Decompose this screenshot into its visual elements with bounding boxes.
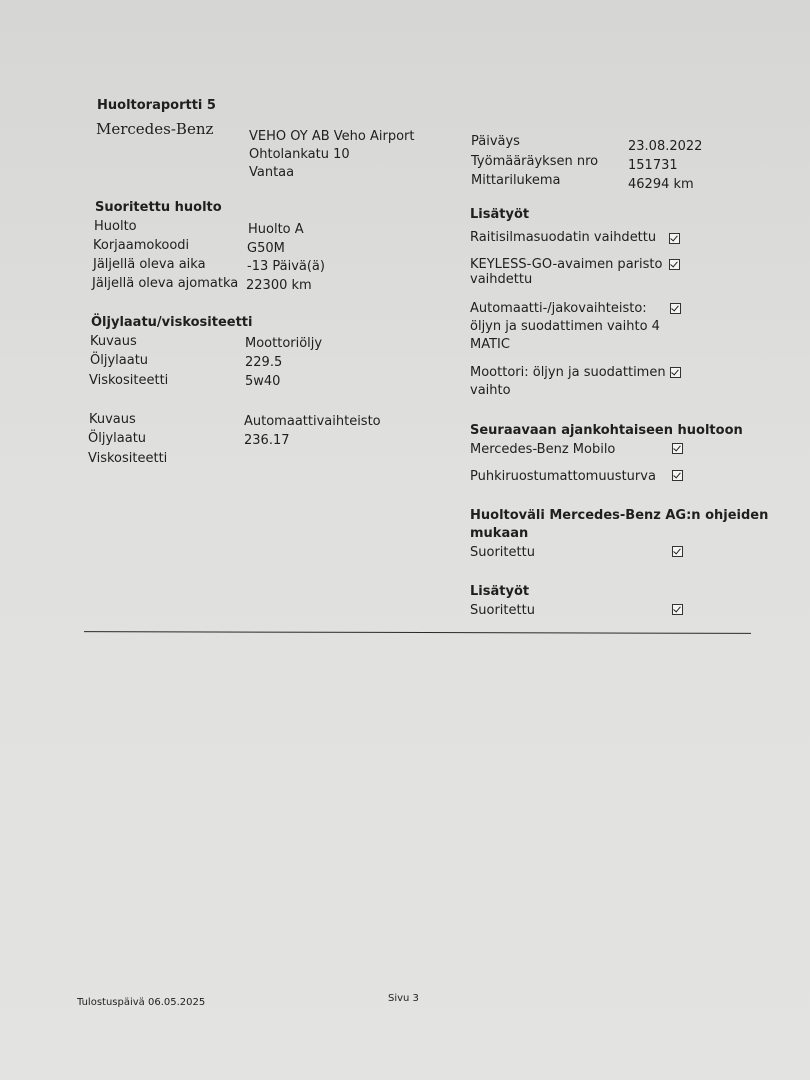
meta-workorder-value: 151731 [628, 158, 678, 173]
extras-item-text: Automaatti-/jakovaihteisto: [470, 301, 647, 316]
service-heading: Suoritettu huolto [95, 200, 222, 215]
meta-odometer-label: Mittarilukema [471, 173, 561, 188]
footer-page-number: Sivu 3 [388, 993, 419, 1004]
oil-label: Öljylaatu [90, 353, 149, 368]
brand-logo-text: Mercedes-Benz [96, 120, 214, 138]
section-divider [84, 631, 751, 634]
service-row-value: G50M [247, 241, 285, 256]
extras-item-text: Raitisilmasuodatin vaihdettu [470, 230, 657, 245]
extras2-item-text: Suoritettu [470, 603, 535, 618]
service-row-value: -13 Päivä(ä) [247, 259, 325, 274]
extras-item-text: vaihdettu [470, 272, 533, 287]
oil-value: 229.5 [245, 355, 283, 370]
extras-item-text: KEYLESS-GO-avaimen paristo [470, 257, 663, 272]
checkbox-checked-icon [670, 367, 681, 378]
service-row-label: Jäljellä oleva ajomatka [92, 276, 239, 291]
service-row-label: Jäljellä oleva aika [93, 257, 206, 272]
meta-odometer-value: 46294 km [628, 177, 694, 192]
oil-value: Moottoriöljy [245, 336, 323, 351]
meta-date-value: 23.08.2022 [628, 139, 703, 154]
checkbox-checked-icon [669, 259, 680, 270]
interval-heading-cont: mukaan [470, 526, 529, 541]
checkbox-checked-icon [672, 546, 683, 557]
next-item-text: Puhkiruostumattomuusturva [470, 469, 656, 484]
service-row-value: 22300 km [246, 278, 312, 293]
extras-item-text: öljyn ja suodattimen vaihto 4 [470, 319, 660, 334]
service-row-label: Huolto [94, 219, 137, 234]
oil-value: Automaattivaihteisto [244, 414, 381, 429]
checkbox-checked-icon [672, 470, 683, 481]
service-row-value: Huolto A [248, 222, 304, 237]
oil-value: 236.17 [244, 433, 290, 448]
next-item-text: Mercedes-Benz Mobilo [470, 442, 616, 457]
meta-workorder-label: Työmääräyksen nro [471, 154, 599, 169]
oil-label: Kuvaus [90, 334, 137, 349]
checkbox-checked-icon [669, 233, 680, 244]
meta-date-label: Päiväys [471, 134, 520, 149]
extras-item-text: vaihto [470, 383, 511, 398]
dealer-city: Vantaa [249, 165, 295, 180]
oil-value: 5w40 [245, 374, 281, 389]
report-title: Huoltoraportti 5 [97, 98, 216, 113]
extras-heading: Lisätyöt [470, 207, 530, 222]
dealer-street: Ohtolankatu 10 [249, 147, 350, 162]
oil-label: Viskositeetti [89, 373, 169, 388]
oil-label: Kuvaus [89, 412, 136, 427]
interval-heading: Huoltoväli Mercedes-Benz AG:n ohjeiden [470, 508, 769, 523]
dealer-name: VEHO OY AB Veho Airport [249, 129, 415, 144]
service-row-label: Korjaamokoodi [93, 238, 190, 253]
extras-item-text: Moottori: öljyn ja suodattimen [470, 365, 666, 380]
next-heading: Seuraavaan ajankohtaiseen huoltoon [470, 423, 743, 438]
checkbox-checked-icon [672, 604, 683, 615]
oil-label: Öljylaatu [88, 431, 147, 446]
checkbox-checked-icon [670, 303, 681, 314]
oil-heading: Öljylaatu/viskositeetti [91, 315, 253, 330]
extras2-heading: Lisätyöt [470, 584, 530, 599]
extras-item-text: MATIC [470, 337, 510, 352]
footer-print-date: Tulostuspäivä 06.05.2025 [77, 997, 206, 1008]
interval-item-text: Suoritettu [470, 545, 535, 560]
oil-label: Viskositeetti [88, 451, 168, 466]
checkbox-checked-icon [672, 443, 683, 454]
